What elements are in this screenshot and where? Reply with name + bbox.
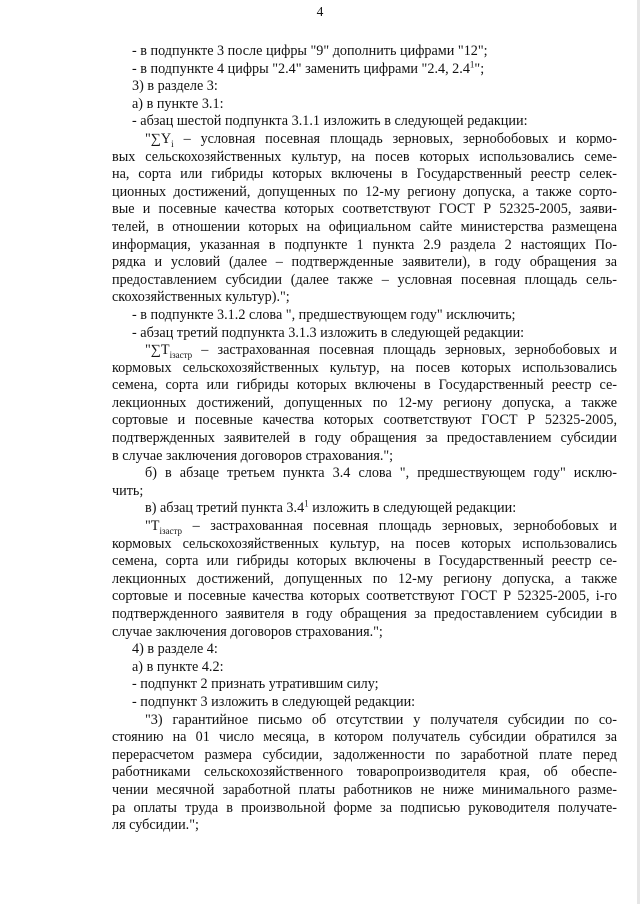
superscript: 1 — [469, 58, 475, 69]
text-line: лекционных достижений, допущенных по 12-му региону допуска, а также — [112, 570, 617, 587]
text-line: вые и посевные качества которых соответствуют ГОСТ Р 52325-2005, заяви- — [112, 201, 617, 218]
text-fragment: – застрахованная посевная площадь зерновых, зернобобовых и — [182, 518, 617, 535]
text-line: предоставлением субсидии (далее также – условная посевная площадь сель- — [112, 271, 617, 288]
text-fragment: – условная посевная площадь зерновых, зернобобовых и кормо- — [173, 130, 617, 147]
document-body — [112, 43, 617, 835]
text-fragment: в) абзац третий пункта 3.4 — [145, 500, 305, 517]
text-line: случае заключения договоров страхования."; — [112, 623, 383, 640]
text-line: - подпункт 3 изложить в следующей редакции: — [132, 693, 416, 710]
text-fragment: - в подпункте 4 цифры "2.4" заменить цифрами "2.4, 2.4 — [132, 60, 470, 77]
text-fragment: изложить в следующей редакции: — [308, 500, 517, 517]
text-line: сортовые и посевные качества которых соответствуют ГОСТ Р 52325-2005, i-го — [112, 588, 617, 605]
text-line: 4) в разделе 4: — [132, 641, 218, 658]
text-line — [112, 131, 617, 149]
text-line: чить; — [112, 482, 144, 499]
text-line: кормовых сельскохозяйственных культур, на посев которых использовались — [112, 359, 617, 376]
subscript: i — [171, 138, 174, 149]
text-line: 3) в разделе 3: — [132, 78, 218, 95]
text-line: перерасчетом размера субсидии, задолженности по заработной плате перед — [112, 746, 617, 763]
text-line: - абзац третий подпункта 3.1.3 изложить в следующей редакции: — [132, 324, 525, 341]
text-line — [112, 518, 617, 536]
text-line: сортовые и посевные качества которых соответствуют ГОСТ Р 52325-2005, — [112, 412, 617, 429]
text-line: - подпункт 2 признать утратившим силу; — [132, 676, 379, 693]
text-line: ра оплаты труда в произвольной форме за подписью руководителя получате- — [112, 799, 617, 816]
text-line: - в подпункте 3 после цифры "9" дополнить цифрами "12"; — [132, 43, 488, 59]
text-line: "3) гарантийное письмо об отсутствии у получателя субсидии по со- — [145, 711, 617, 728]
text-fragment: "∑Y — [145, 130, 172, 147]
subscript: iзастр — [169, 349, 193, 360]
text-line: а) в пункте 4.2: — [132, 658, 224, 675]
text-line: стоянию на 01 число месяца, в котором получатель субсидии обратился за — [112, 729, 617, 746]
text-fragment: "; — [474, 60, 485, 77]
text-fragment: "T — [145, 518, 160, 535]
text-line: - в подпункте 3.1.2 слова ", предшествующем году" исключить; — [132, 306, 516, 323]
superscript: 1 — [304, 498, 309, 509]
text-line: работниками сельскохозяйственного товаропроизводителя края, об обеспе- — [112, 764, 617, 781]
text-line: семена, сорта или гибриды которых включены в Государственный реестр се- — [112, 377, 617, 394]
text-line — [112, 342, 617, 360]
text-line — [112, 58, 617, 79]
text-line — [112, 500, 617, 518]
text-line: телей, в отношении которых на официальном сайте министерства размещена — [112, 218, 617, 235]
text-line: б) в абзаце третьем пункта 3.4 слова ", предшествующем году" исклю- — [145, 465, 617, 482]
text-line: кормовых сельскохозяйственных культур, на посев которых использовались — [112, 535, 617, 552]
text-line: - абзац шестой подпункта 3.1.1 изложить в следующей редакции: — [132, 113, 528, 130]
text-line: на, сорта или гибриды которых включены в Государственный реестр селек- — [112, 166, 617, 183]
text-line: вых сельскохозяйственных культур, на посев которых использовались семе- — [112, 148, 617, 165]
text-line: подтвержденного заявителя в году обращения за предоставлением субсидии в — [112, 606, 617, 622]
text-line: скохозяйственных культур)."; — [112, 289, 290, 306]
text-line: подтвержденных заявителей в году обращения за предоставлением субсидии — [112, 430, 617, 447]
text-line: информация, указанная в подпункте 1 пункта 2.9 раздела 2 настоящих По- — [112, 236, 617, 253]
text-line: семена, сорта или гибриды которых включены в Государственный реестр се- — [112, 553, 617, 570]
text-line: чении месячной заработной платы работников не ниже минимального разме- — [112, 781, 617, 798]
text-line: в случае заключения договоров страхования."; — [112, 447, 394, 464]
text-fragment: – застрахованная посевная площадь зерновых, зернобобовых и — [192, 342, 617, 359]
text-line: ля субсидии."; — [112, 817, 199, 834]
page-number: 4 — [316, 4, 324, 19]
text-fragment: "∑T — [145, 342, 170, 359]
text-line: рядка и условий (далее – подтвержденные заявители), в году обращения за — [112, 254, 617, 271]
subscript: iзастр — [159, 525, 183, 536]
text-line: лекционных достижений, допущенных по 12-му региону допуска, а также — [112, 394, 617, 411]
text-line: а) в пункте 3.1: — [132, 95, 224, 112]
text-line: ционных достижений, допущенных по 12-му региону допуска, а также сорто- — [112, 183, 617, 200]
